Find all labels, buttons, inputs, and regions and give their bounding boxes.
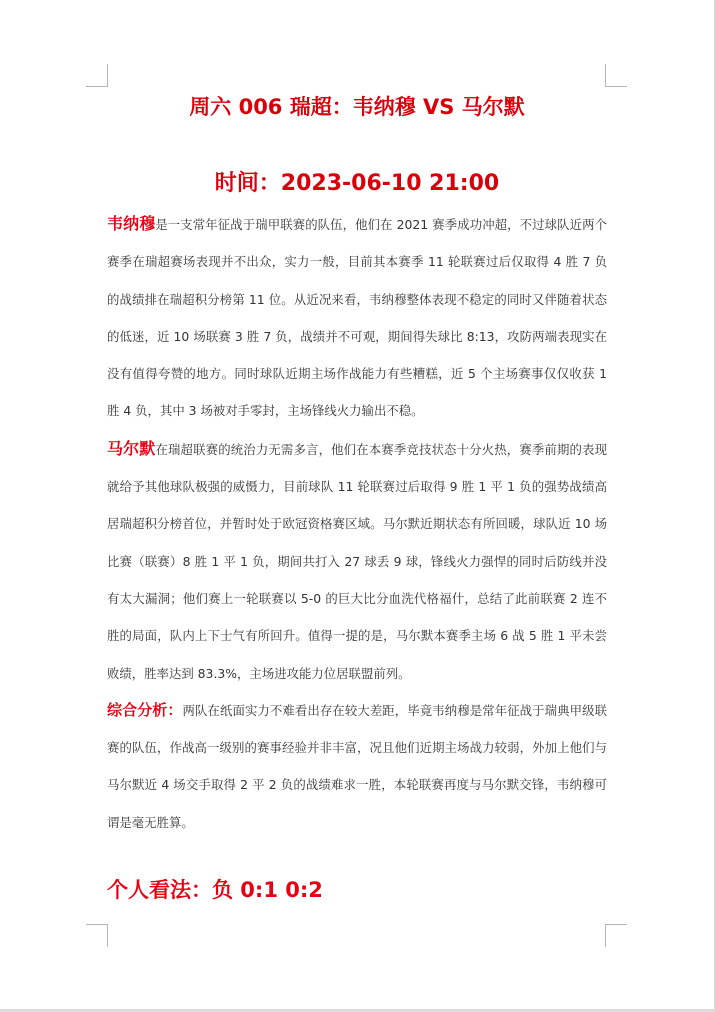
document-body (107, 205, 607, 841)
summary-heading: 综合分析： (107, 700, 183, 719)
away-team-name: 马尔默 (107, 438, 156, 458)
margin-corner-mark-top-left (86, 64, 108, 87)
match-time: 时间：2023-06-10 21:00 (214, 171, 500, 196)
home-team-analysis: 是一支常年征战于瑞甲联赛的队伍，他们在 2021 赛季成功冲超，不过球队近两个赛季在瑞超赛场表现并不出众，实力一般，目前其本赛季 11 轮联赛过后仅取得 4 胜 7 负的战绩排在瑞超积分榜第 11 位。从近况来看，韦纳穆整体表现不稳定的同时又伴随着状态的低迷，近 10 场联赛 3 胜 7 负，战绩并不可观，期间得失球比 8:13，攻防两端表现实在没有值得夸赞的地方。同时球队近期主场作战能力有些糟糕，近 5 个主场赛事仅仅收获 1 胜 4 负，其中 3 场被对手零封，主场锋线火力输出不稳。 (107, 217, 607, 419)
margin-corner-mark-bottom-right (605, 924, 627, 947)
paragraph-home-team (107, 205, 607, 430)
match-title: 周六 006 瑞超：韦纳穆 VS 马尔默 (189, 95, 525, 119)
home-team-name: 韦纳穆 (107, 214, 156, 233)
margin-corner-mark-bottom-left (86, 924, 108, 947)
margin-corner-mark-top-right (605, 64, 627, 87)
summary-analysis: 两队在纸面实力不难看出存在较大差距，毕竟韦纳穆是常年征战于瑞典甲级联赛的队伍，作战高一级别的赛事经验并非丰富，况且他们近期主场战力较弱，外加上他们与马尔默近 4 场交手取得 2 平 2 负的战绩难求一胜，本轮联赛再度与马尔默交锋，韦纳穆可谓是毫无胜算。 (107, 702, 607, 830)
personal-opinion: 个人看法：负 0:1 0:2 (107, 878, 323, 902)
paragraph-summary (107, 692, 607, 841)
paragraph-away-team (107, 430, 607, 692)
away-team-analysis: 在瑞超联赛的统治力无需多言，他们在本赛季竞技状态十分火热，赛季前期的表现就给予其他球队极强的威慑力，目前球队 11 轮联赛过后取得 9 胜 1 平 1 负的强势战绩高居瑞超积分榜首位，并暂时处于欧冠资格赛区域。马尔默近期状态有所回暖，球队近 10 场比赛（联赛）8 胜 1 平 1 负，期间共打入 27 球丢 9 球，锋线火力强悍的同时后防线并没有太大漏洞；他们赛上一轮联赛以 5-0 的巨大比分血洗代格福什，总结了此前联赛 2 连不胜的局面，队内上下士气有所回升。值得一提的是，马尔默本赛季主场 6 战 5 胜 1 平未尝败绩，胜率达到 83.3%，主场进攻能力位居联盟前列。 (107, 441, 607, 681)
